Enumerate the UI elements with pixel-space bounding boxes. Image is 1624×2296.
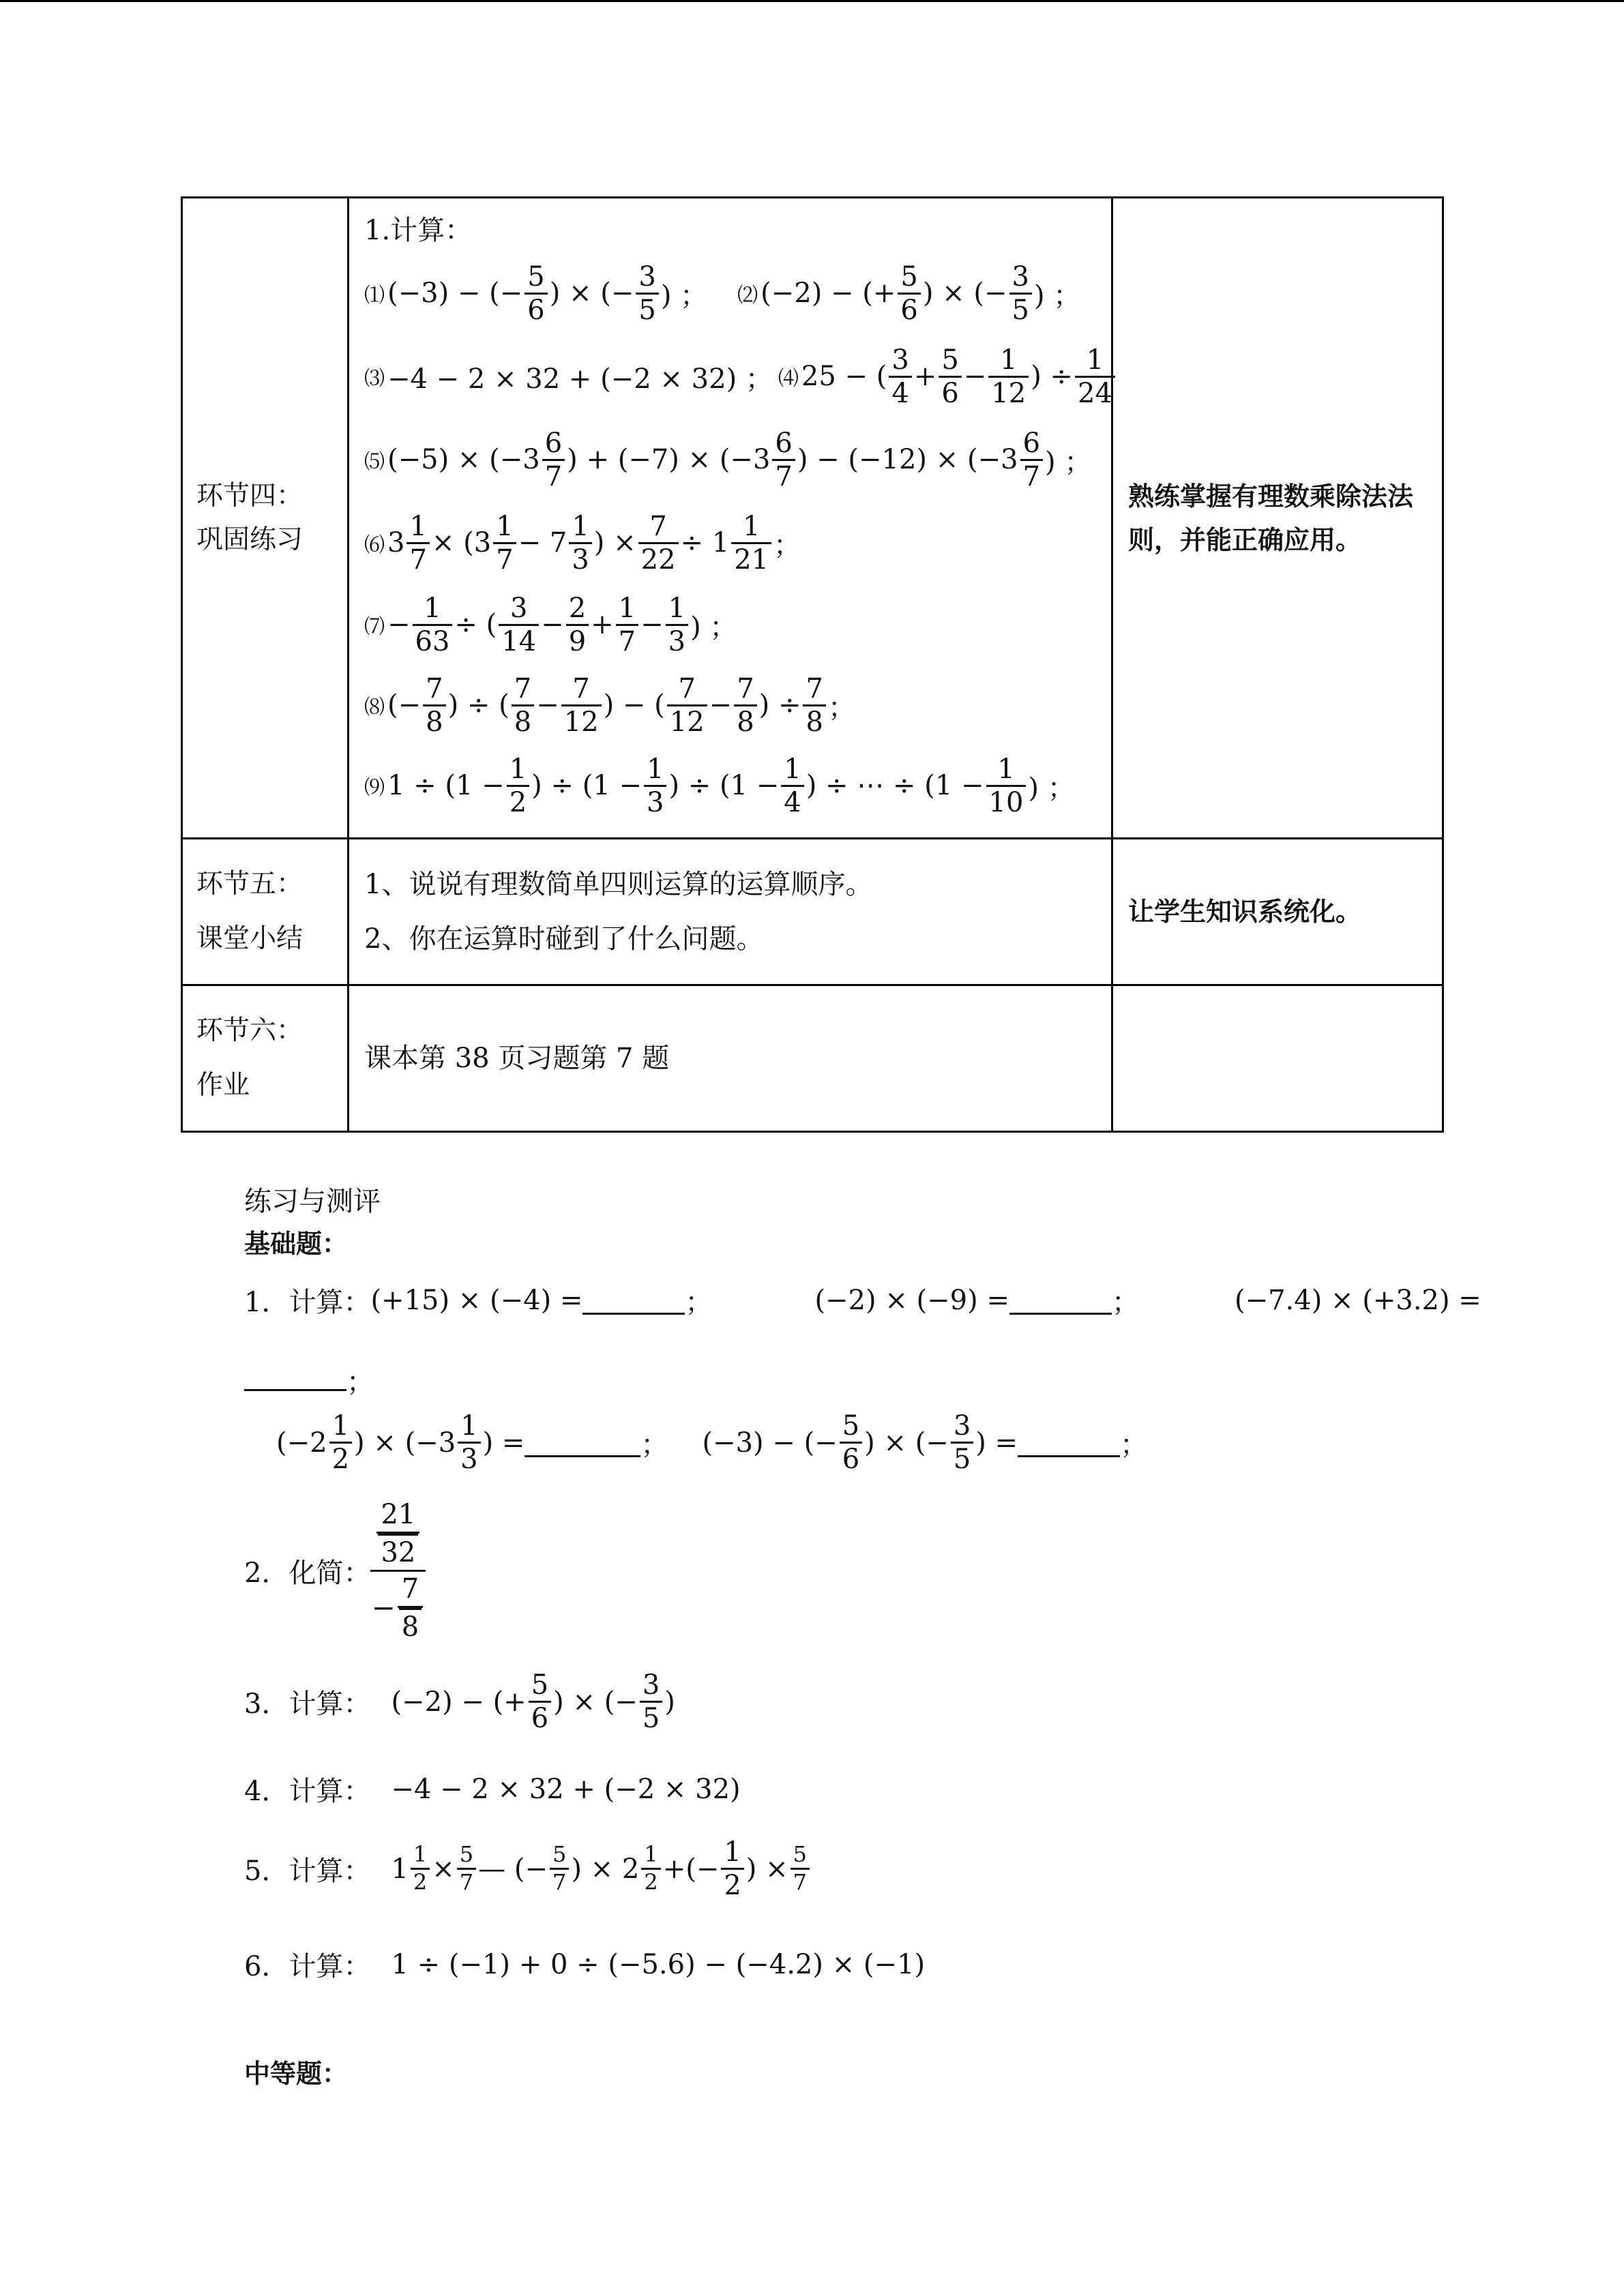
- content-cell: [349, 985, 1112, 1132]
- q2-label: 2．化简：: [244, 1557, 371, 1589]
- problem-8: ⑻ (− $\frac{7}{8}$ ) ÷ ( 7 8 − $\frac{7}{12}$ ) − ( 7 12 − $\frac{7}{8}$ ) ÷ $\frac{7}{8}$ ；: [364, 672, 855, 738]
- stage-cell: [182, 985, 349, 1132]
- top-border-line: [0, 0, 1624, 2]
- stage-label: 环节五：: [196, 869, 304, 899]
- lesson-table: [181, 196, 1444, 1133]
- q5-label: 5．计算：: [244, 1855, 371, 1887]
- homework-text: 课本第 38 页习题第 7 题: [364, 1043, 670, 1074]
- stage-name: 课堂小结: [196, 923, 304, 954]
- q1-blank-end: ；: [346, 1367, 374, 1398]
- medium-heading: 中等题：: [244, 2059, 349, 2089]
- goal-cell: [1112, 839, 1443, 985]
- table-row: [182, 985, 1443, 1132]
- question-4: 4．计算： −4 − 2 × 32 + (−2 × 32): [244, 1770, 741, 1808]
- question-3: 3．计算： (−2) − (+ $\frac{5}{6}$ ) × (− $\frac{3}{5}$ ): [244, 1669, 675, 1734]
- stage-cell: [182, 839, 349, 985]
- basic-heading: 基础题：: [244, 1229, 349, 1259]
- stage-label: 环节六：: [196, 1015, 304, 1046]
- problem-7: ⑺ − $\frac{1}{63}$ ÷ ( 3 14 − $\frac{2}{9}$ + $\frac{1}{7}$ − $\frac{1}{3}$ ) ；: [364, 592, 737, 657]
- goal-text: 让学生知识系统化。: [1128, 897, 1362, 927]
- question-5: 5．计算： 1 $\frac{1}{2}$ × $\frac{5}{7}$ — (− $\frac{5}{7}$ ) × 2 1 2 +(− $\frac{1}{2}$ ) × $\frac{5}{7}$: [244, 1838, 812, 1900]
- complex-fraction: $\frac{21}{32}$ − $\frac{7}{8}$: [370, 1500, 426, 1641]
- stage-cell: [182, 198, 349, 839]
- question-6: 6．计算： 1 ÷ (−1) + 0 ÷ (−5.6) − (−4.2) × (−1): [244, 1945, 925, 1984]
- problem-1-2: ⑴ (−3) − (− $\frac{5}{6}$ ) × (− $\frac{3}{5}$ ) ； ⑵ (−2) − (+ $\frac{5}{6}$ ) × (− $\frac{3}{5}$ ) ；: [364, 260, 1081, 326]
- problem-label: ⑷: [778, 367, 799, 391]
- practice-title: 练习与测评: [244, 1186, 381, 1217]
- stage-label: 环节四：: [196, 480, 304, 511]
- summary-item-2: 2、你在运算时碰到了什么问题。: [364, 923, 764, 955]
- goal-text-1: 熟练掌握有理数乘除法法: [1128, 481, 1414, 511]
- problem-label: ⑸: [364, 450, 385, 474]
- content-cell: [349, 839, 1112, 985]
- goal-cell: [1112, 198, 1443, 839]
- problem-label: ⑻: [364, 696, 385, 719]
- q1-label: 1．计算：: [244, 1287, 371, 1318]
- question-1-line-2: [244, 1360, 374, 1399]
- problem-label: ⑼: [364, 776, 385, 800]
- problem-label: ⑹: [364, 533, 385, 557]
- goal-text-2: 则，并能正确应用。: [1128, 524, 1362, 555]
- q6-label: 6．计算：: [244, 1951, 371, 1982]
- problem-6: ⑹ 3 $\frac{1}{7}$ × (3 1 7 − 7 1 3 ) × $\frac{7}{22}$ ÷ 1 1 21 ；: [364, 510, 801, 576]
- problem-9: ⑼ 1 ÷ (1 − $\frac{1}{2}$ ) ÷ (1 − $\frac{1}{3}$ ) ÷ (1 − $\frac{1}{4}$ ) ÷ ⋯ ÷ (1 − $\frac{1}{10}$ ) ；: [364, 753, 1075, 818]
- table-row: [182, 839, 1443, 985]
- problem-label: ⑴: [364, 284, 385, 308]
- problem-3-4: ⑶ −4 − 2 × 32 + (−2 × 32) ； ⑷ 25 − ( 3 4 + $\frac{5}{6}$ − $\frac{1}{12}$ ) ÷ $\frac{1}{24}$: [364, 335, 1110, 418]
- q3-label: 3．计算：: [244, 1688, 371, 1720]
- exercise-title: 1.计算：: [364, 215, 473, 246]
- content-cell: [349, 198, 1112, 839]
- stage-name: 作业: [196, 1070, 250, 1101]
- summary-item-1: 1、说说有理数简单四则运算的运算顺序。: [364, 869, 873, 900]
- question-1-line-3: (−2 1 2 ) × (−3 1 3 ) = ； (−3) − (− $\frac{5}{6}$ ) × (− $\frac{3}{5}$ ) = ；: [276, 1410, 1148, 1475]
- table-row: [182, 198, 1443, 839]
- question-2: [244, 1500, 426, 1641]
- question-1-line-1: 1．计算： (+15) × (−4) = ； (−2) × (−9) = ； (−7.4) × (+3.2) =: [244, 1281, 1481, 1320]
- problem-label: ⑺: [364, 615, 385, 639]
- problem-label: ⑶: [364, 367, 385, 391]
- goal-cell: [1112, 985, 1443, 1132]
- problem-label: ⑵: [737, 284, 758, 308]
- q4-label: 4．计算：: [244, 1776, 371, 1807]
- problem-5: ⑸ (−5) × (−3 6 7 ) + (−7) × (−3 6 7 ) − (−12) × (−3 6 7 ) ；: [364, 427, 1092, 492]
- stage-name: 巩固练习: [196, 524, 304, 555]
